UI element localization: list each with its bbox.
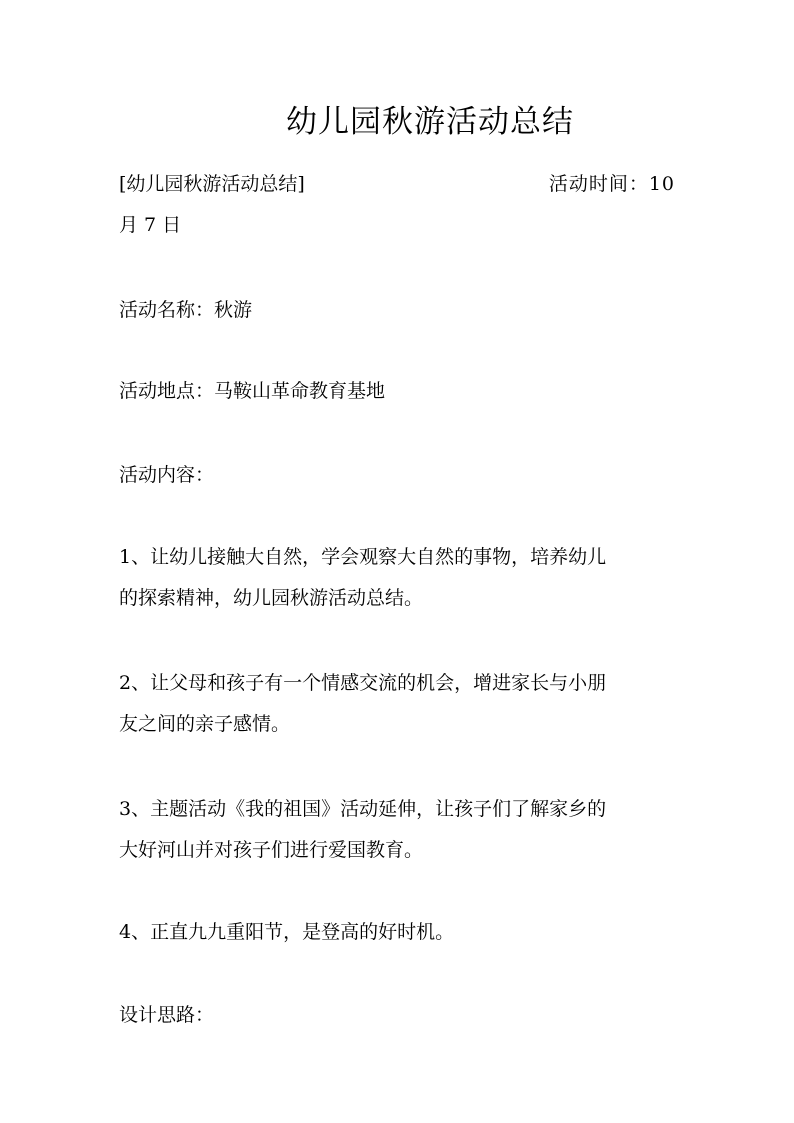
design-heading: 设计思路：: [119, 1004, 215, 1026]
document-title: 幼儿园秋游活动总结: [286, 104, 574, 140]
item-3-line-1: 3、主题活动《我的祖国》活动延伸，让孩子们了解家乡的: [119, 798, 607, 820]
header-left-text: [幼儿园秋游活动总结]: [119, 173, 305, 195]
content-heading: 活动内容：: [119, 464, 215, 486]
item-4-line-1: 4、正直九九重阳节，是登高的好时机。: [119, 921, 455, 943]
activity-name-line: 活动名称：秋游: [119, 299, 253, 321]
item-2-line-1: 2、让父母和孩子有一个情感交流的机会，增进家长与小朋: [119, 672, 607, 694]
item-3-line-2: 大好河山并对孩子们进行爱国教育。: [119, 839, 424, 861]
activity-time-text: 活动时间：10: [548, 173, 675, 195]
activity-place-line: 活动地点：马鞍山革命教育基地: [119, 380, 386, 402]
item-1-line-1: 1、让幼儿接触大自然，学会观察大自然的事物，培养幼儿: [119, 546, 607, 568]
header-line: [119, 170, 675, 198]
item-1-line-2: 的探索精神，幼儿园秋游活动总结。: [119, 587, 424, 609]
item-2-line-2: 友之间的亲子感情。: [119, 713, 291, 735]
activity-date-continued: 月 7 日: [119, 214, 182, 236]
